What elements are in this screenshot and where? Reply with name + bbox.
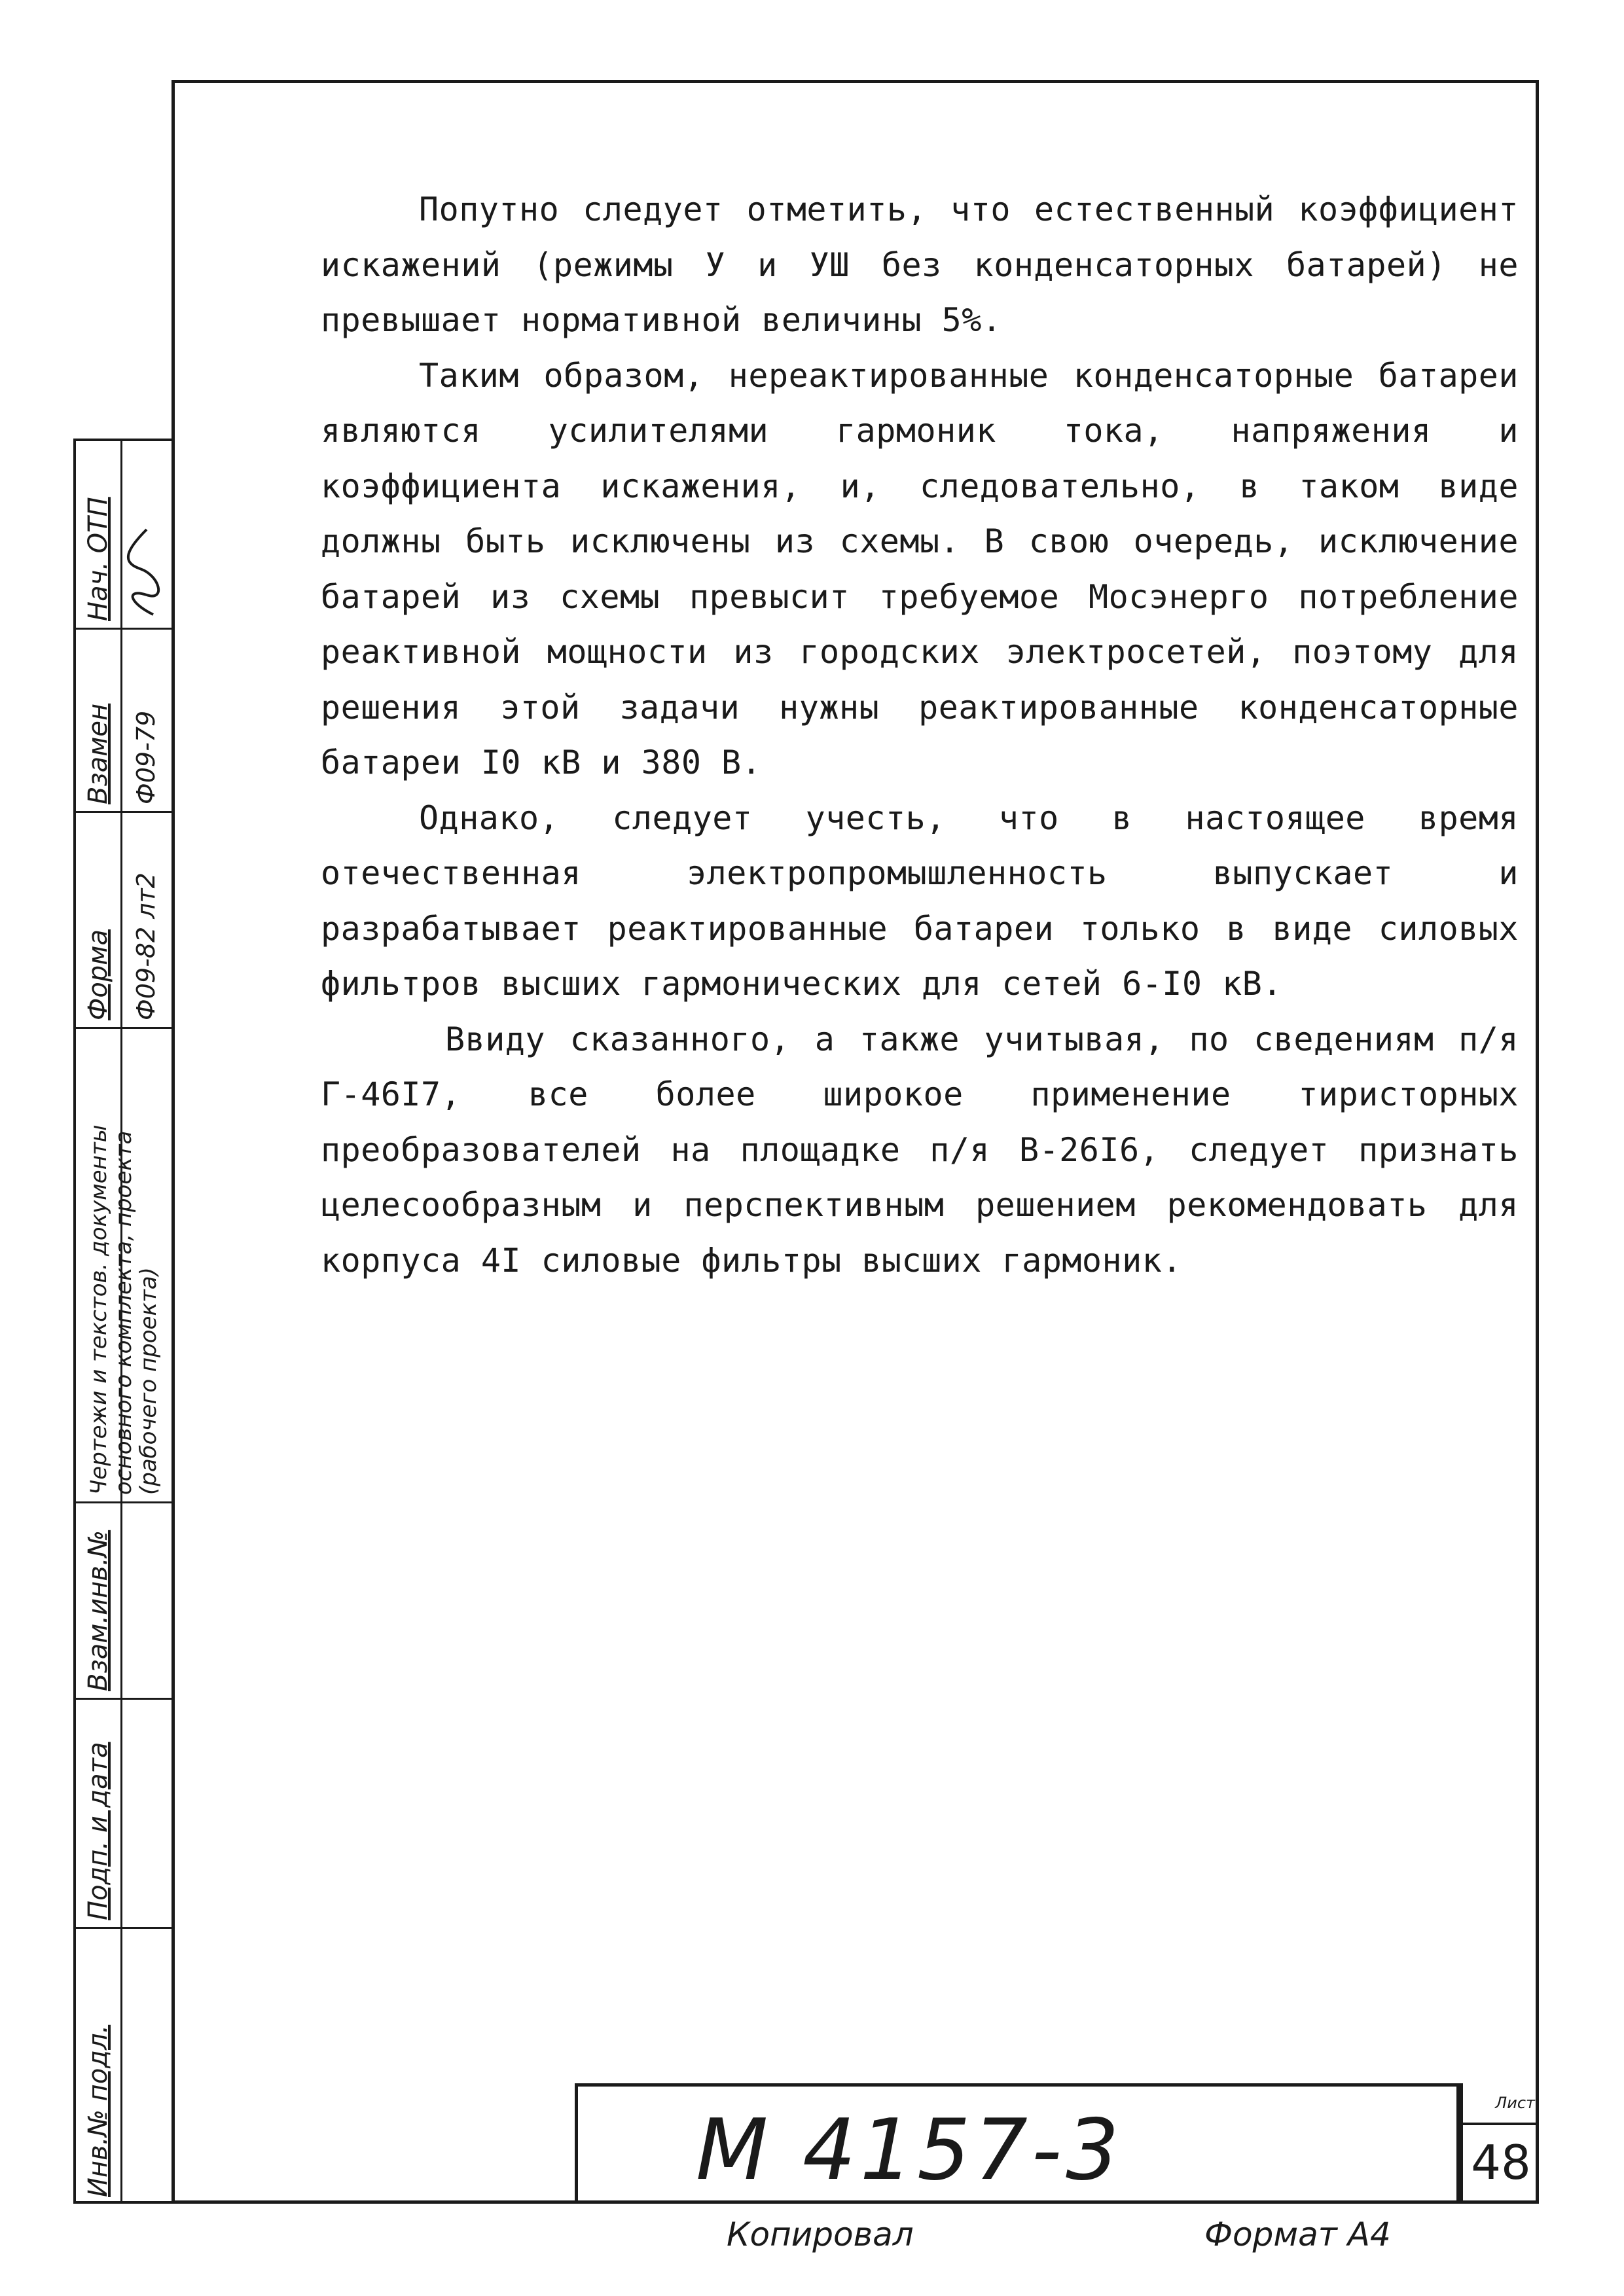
signature-icon <box>120 441 171 628</box>
side-stamp <box>73 439 171 2204</box>
stamp-label: Чертежи и текстов. документы основного комплекта, проекта (рабочего проекта) <box>86 1124 162 1495</box>
stamp-label: Инв.№ подл. <box>83 2024 113 2197</box>
stamp-value: Ф09-79 <box>132 710 160 804</box>
stamp-cell-form <box>76 811 171 1027</box>
sheet-number: 48 <box>1471 2135 1531 2190</box>
stamp-value <box>120 1698 171 1927</box>
footer-copied: Копировал <box>727 2215 914 2253</box>
stamp-value: Ф09-82 лт2 <box>132 872 160 1020</box>
sheet-label: Лист <box>1463 2083 1539 2125</box>
stamp-cell-drawings <box>76 1027 171 1501</box>
body-text <box>321 182 1519 1288</box>
title-block <box>575 2083 1460 2204</box>
paragraph-3: Однако, следует учесть, что в настоящее время отечественная электропромышленность выпускает и разрабатывает реактированные батареи только в виде силовых фильтров высших гармонических для сетей 6-I0 кВ. <box>321 798 1519 1003</box>
stamp-cell-sign-date <box>76 1698 171 1927</box>
stamp-cell-inv-original <box>76 1927 171 2204</box>
stamp-cell-head-otp <box>76 441 171 628</box>
stamp-label: Форма <box>83 929 113 1020</box>
stamp-label: Подп. и дата <box>83 1742 113 1920</box>
stamp-value <box>120 1501 171 1698</box>
paragraph-4: Ввиду сказанного, а также учитывая, по сведениям п/я Г-46I7, все более широкое применение тиристорных преобразователей на площадке п/я В-26I6, следует признать целесообразным и перспективным решением рекомендовать для корпуса 4I силовые фильтры высших гармоник. <box>321 1020 1519 1280</box>
paragraph-1: Попутно следует отметить, что естественный коэффициент искажений (режимы У и УШ без конденсаторных батарей) не превышает нормативной величины 5%. <box>321 190 1519 339</box>
stamp-label: Взамен <box>83 703 113 804</box>
stamp-label: Нач. ОТП <box>83 497 113 621</box>
document-code: М 4157-3 <box>696 2102 1123 2199</box>
paragraph-2: Таким образом, нереактированные конденсаторные батареи являются усилителями гармоник тока, напряжения и коэффициента искажения, и, следовательно, в таком виде должны быть исключены из схемы. В свою очередь, исключение батарей из схемы превысит требуемое Мосэнерго потребление реактивной мощности из городских электросетей, поэтому для решения этой задачи нужны реактированные конденсаторные батареи I0 кВ и 380 В. <box>321 356 1519 781</box>
sheet-box <box>1460 2083 1539 2204</box>
footer-format: Формат А4 <box>1204 2215 1391 2253</box>
stamp-label: Взам.инв.№ <box>83 1530 113 1691</box>
stamp-cell-replaced <box>76 628 171 811</box>
stamp-cell-inv-replaced <box>76 1501 171 1698</box>
stamp-value <box>120 1927 171 2204</box>
